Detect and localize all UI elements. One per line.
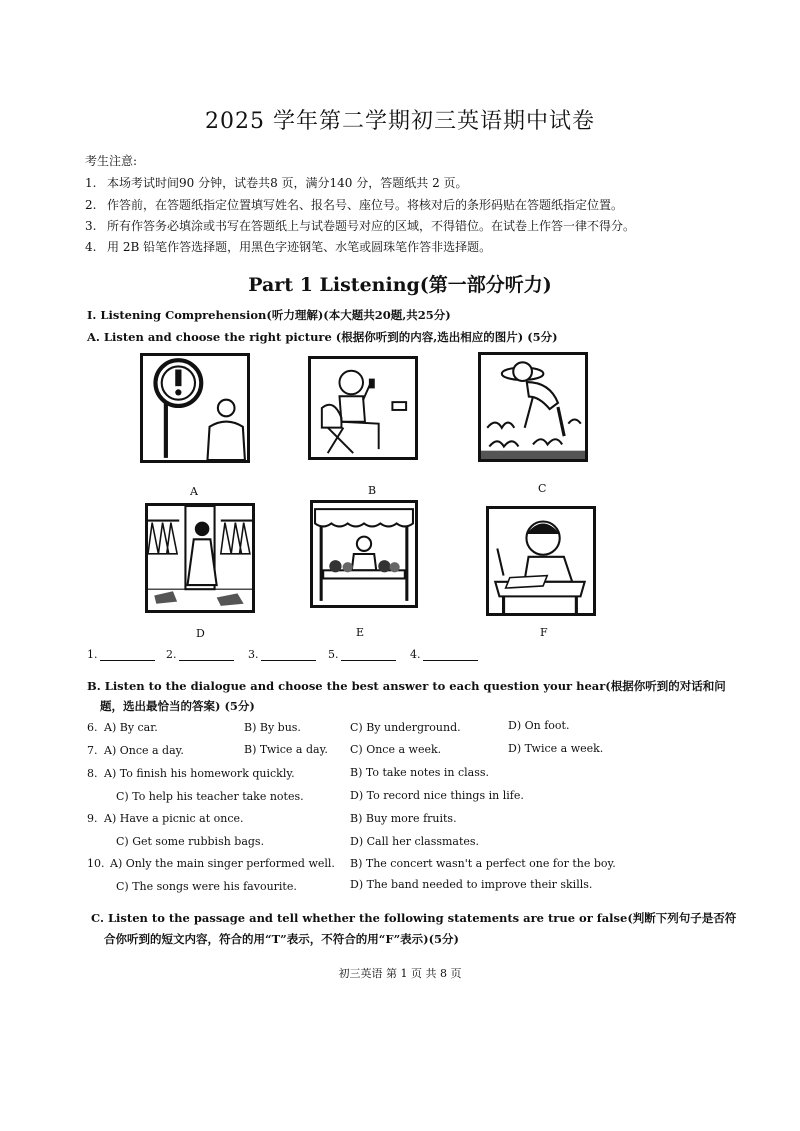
answer-blank-line[interactable] — [100, 648, 155, 661]
option: D) To record nice things in life. — [350, 789, 524, 802]
warning-sign-icon — [143, 356, 247, 460]
notice-item-num: 1. — [85, 176, 97, 190]
option: C) The songs were his favourite. — [116, 880, 297, 893]
notice-item-num: 2. — [85, 198, 97, 212]
notice-item — [85, 217, 635, 234]
answer-blank[interactable] — [248, 648, 316, 661]
option: D) Twice a week. — [508, 742, 604, 755]
answer-blank-label: 4. — [410, 648, 421, 661]
answer-blank-line[interactable] — [423, 648, 478, 661]
option: C) Once a week. — [350, 743, 442, 756]
option: A) Only the main singer performed well. — [110, 857, 335, 870]
answer-blank[interactable] — [328, 648, 396, 661]
picture-e — [310, 500, 418, 608]
option: A) To finish his homework quickly. — [104, 767, 295, 780]
drawing-boy-icon — [489, 509, 593, 613]
option: B) To take notes in class. — [350, 766, 490, 779]
question-number: 7. — [87, 744, 98, 757]
notice-item-num: 4. — [85, 240, 97, 254]
picture-c — [478, 352, 588, 462]
option: B) Twice a day. — [244, 743, 328, 756]
option: D) The band needed to improve their skills. — [350, 878, 593, 891]
answer-blank-line[interactable] — [341, 648, 396, 661]
option: A) Have a picnic at once. — [104, 812, 244, 825]
section-b-heading-cont: 题，选出最恰当的答案) (5分) — [100, 699, 255, 713]
option: C) By underground. — [350, 721, 461, 734]
answer-blank-label: 5. — [328, 648, 339, 661]
answer-blank[interactable] — [410, 648, 478, 661]
section-c-heading-cont: 合你听到的短文内容，符合的用“T”表示，不符合的用“F”表示)(5分) — [104, 932, 460, 946]
question-number: 10. — [87, 857, 105, 870]
notice-heading: 考生注意: — [85, 154, 138, 168]
answer-blank-line[interactable] — [261, 648, 316, 661]
option: A) Once a day. — [104, 744, 184, 757]
picture-label: D — [196, 627, 205, 640]
answer-blank[interactable] — [87, 648, 155, 661]
notice-item — [85, 174, 468, 191]
question-number: 8. — [87, 767, 98, 780]
picture-label: F — [540, 626, 548, 639]
picture-label: C — [538, 482, 547, 495]
picture-label: B — [368, 484, 377, 497]
page-footer: 初三英语 第 1 页 共 8 页 — [338, 967, 462, 980]
option: B) The concert wasn't a perfect one for the boy. — [350, 857, 616, 870]
question-number: 6. — [87, 721, 98, 734]
option: A) By car. — [104, 721, 158, 734]
picture-d — [145, 503, 255, 613]
notice-item — [85, 238, 491, 255]
notice-item-text: 用 2B 铅笔作答选择题，用黑色字迹钢笔、水笔或圆珠笔作答非选择题。 — [107, 240, 492, 254]
answer-blank-label: 1. — [87, 648, 98, 661]
question-number: 9. — [87, 812, 98, 825]
answer-blank-label: 3. — [248, 648, 259, 661]
option: B) Buy more fruits. — [350, 812, 457, 825]
picture-label: A — [190, 485, 198, 498]
clothes-shop-icon — [148, 506, 252, 610]
section-c-heading: C. Listen to the passage and tell whether the following statements are true or false(判断下列句子是否符 — [91, 911, 737, 925]
notice-item-text: 所有作答务必填涂或书写在答题纸上与试卷题号对应的区域，不得错位。在试卷上作答一律不得分。 — [107, 219, 636, 233]
notice-item-text: 作答前，在答题纸指定位置填写姓名、报名号、座位号。将核对后的条形码贴在答题纸指定位置。 — [107, 198, 624, 212]
option: D) On foot. — [508, 719, 570, 732]
notice-item-text: 本场考试时间90 分钟，试卷共8 页，满分140 分，答题纸共 2 页。 — [107, 176, 468, 190]
option: C) Get some rubbish bags. — [116, 835, 265, 848]
answer-blank-label: 2. — [166, 648, 177, 661]
option: B) By bus. — [244, 721, 301, 734]
notice-item — [85, 196, 623, 213]
picture-f — [486, 506, 596, 616]
answer-blank-line[interactable] — [179, 648, 234, 661]
option: C) To help his teacher take notes. — [116, 790, 304, 803]
part-title: Part 1 Listening(第一部分听力) — [248, 274, 552, 296]
section-heading: I. Listening Comprehension(听力理解)(本大题共20题,共25分) — [87, 308, 451, 322]
section-a-heading: A. Listen and choose the right picture (根据你听到的内容,选出相应的图片) (5分) — [87, 330, 558, 344]
picture-b — [308, 356, 418, 460]
eating-boy-icon — [311, 359, 415, 457]
section-b-heading: B. Listen to the dialogue and choose the best answer to each question your hear(根据你听到的对话和问 — [87, 679, 726, 693]
notice-item-num: 3. — [85, 219, 97, 233]
market-stall-icon — [313, 503, 415, 605]
picture-label: E — [356, 626, 365, 639]
exam-title: 2025 学年第二学期初三英语期中试卷 — [205, 109, 595, 134]
picture-a — [140, 353, 250, 463]
gardener-icon — [481, 355, 585, 459]
answer-blank[interactable] — [166, 648, 234, 661]
option: D) Call her classmates. — [350, 835, 480, 848]
